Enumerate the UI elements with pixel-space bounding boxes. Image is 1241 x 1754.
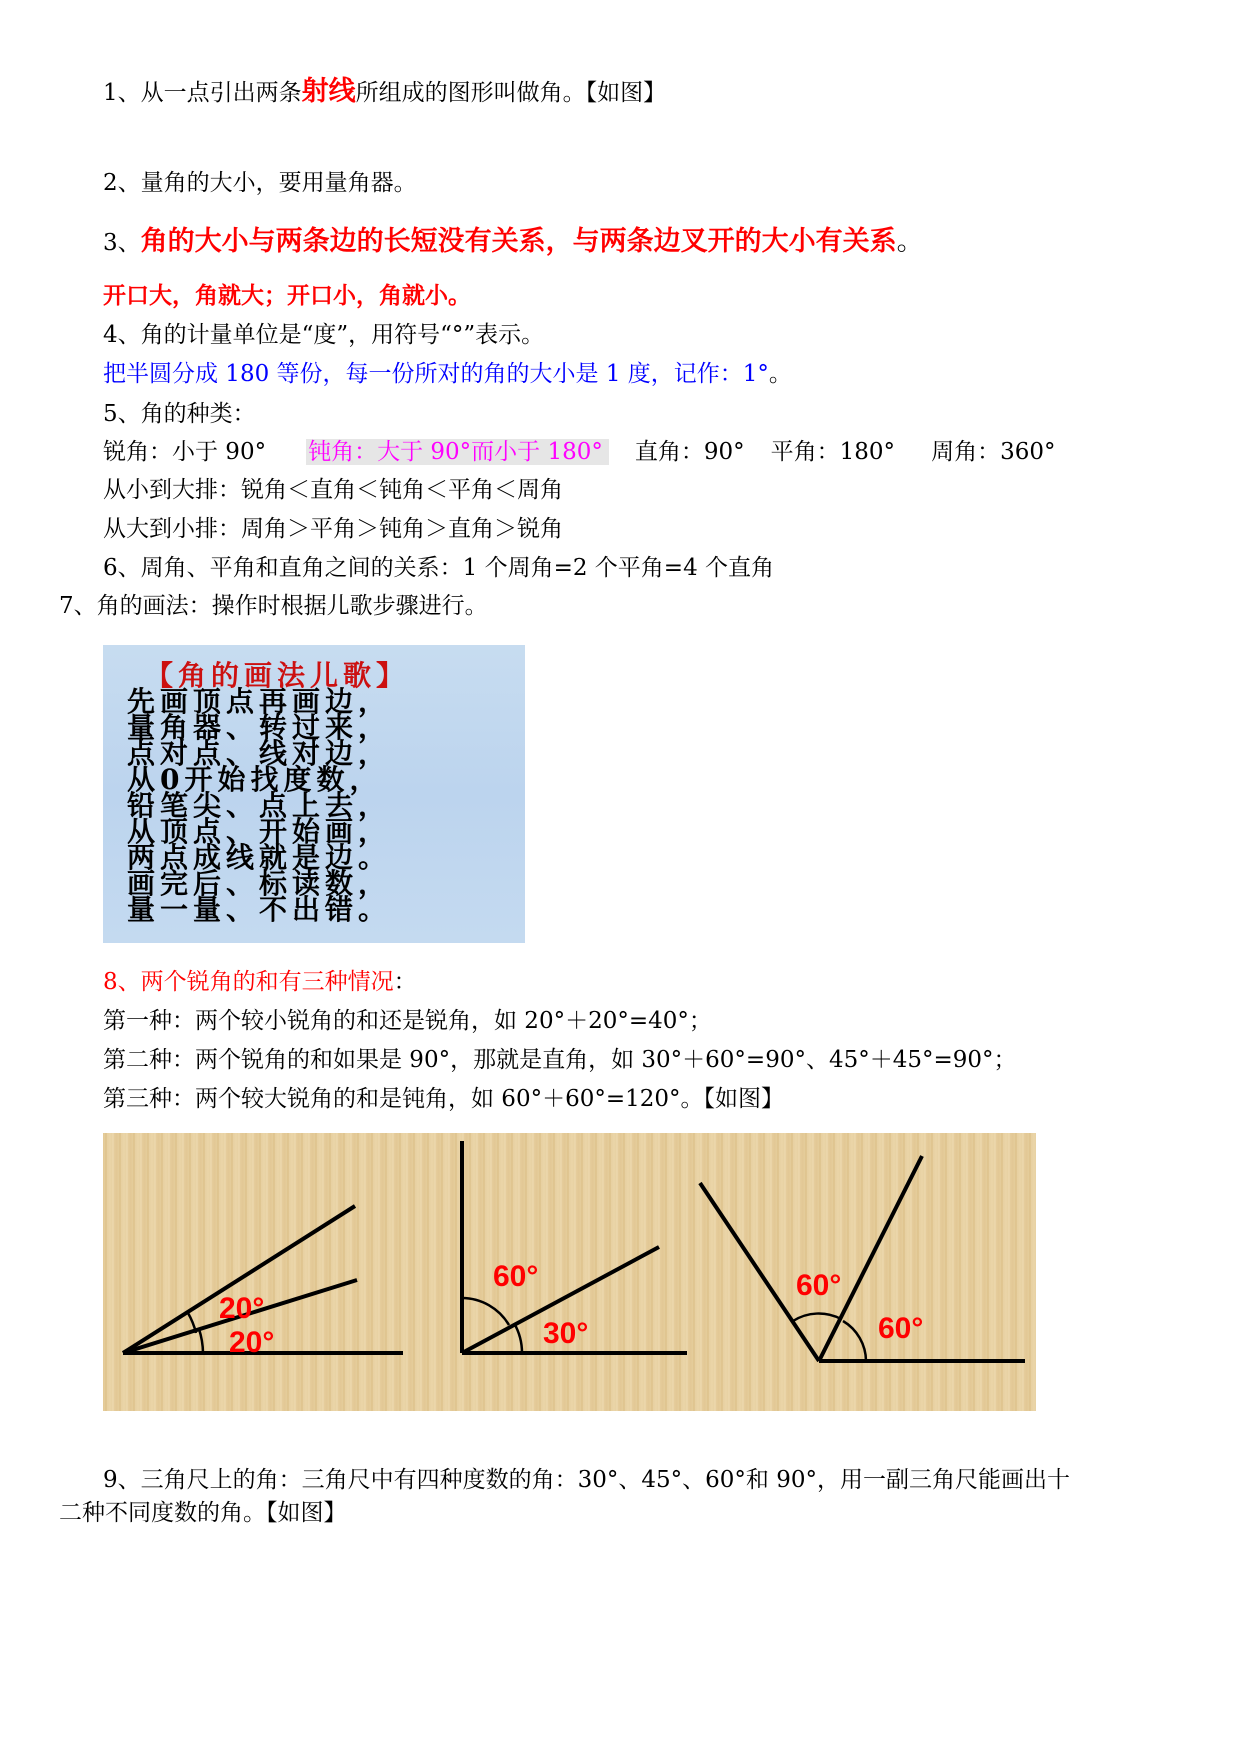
angle-kinds-row (103, 436, 1055, 468)
fig-label: 20° (229, 1326, 275, 1359)
drawing-poem-image (103, 645, 525, 943)
item-3: 3、角的大小与两条边的长短没有关系，与两条边叉开的大小有关系。 (103, 226, 924, 257)
item-7: 7、角的画法：操作时根据儿歌步骤进行。 (59, 593, 488, 619)
poem-line: 先画顶点再画边， (127, 685, 392, 718)
acute-angle: 锐角：小于 90° (103, 439, 267, 465)
case-2: 第二种：两个锐角的和如果是 90°，那就是直角，如 30°＋60°=90°、45°＋45°=90°； (103, 1047, 1017, 1073)
full-angle: 周角：360° (931, 439, 1056, 465)
poem-title: 【角的画法儿歌】 (145, 659, 410, 692)
fig-label: 30° (543, 1317, 589, 1350)
item-8: 8、两个锐角的和有三种情况： (103, 969, 417, 995)
item-4-note: 把半圆分成 180 等份，每一份所对的角的大小是 1 度，记作：1°。 (103, 361, 792, 387)
figure-background (103, 1133, 1036, 1411)
item-9-line-2: 二种不同度数的角。【如图】 (59, 1500, 347, 1526)
order-ascending: 从小到大排：锐角＜直角＜钝角＜平角＜周角 (103, 477, 563, 503)
case-3: 第三种：两个较大锐角的和是钝角，如 60°＋60°=120°。【如图】 (103, 1086, 785, 1112)
fig-label: 60° (796, 1269, 842, 1302)
case-1: 第一种：两个较小锐角的和还是锐角，如 20°＋20°=40°； (103, 1008, 712, 1034)
right-angle: 直角：90° (634, 439, 745, 465)
item-1: 1、从一点引出两条射线所组成的图形叫做角。【如图】 (103, 76, 667, 107)
poem-line: 点对点、线对边， (127, 737, 392, 770)
keyword-ray: 射线 (301, 76, 356, 107)
poem-line: 量一量、不出错。 (127, 893, 392, 926)
fig-label: 20° (219, 1292, 265, 1325)
poem-line: 从0开始找度数， (127, 763, 383, 796)
poem-line: 量角器、转过来， (127, 711, 392, 744)
item-6: 6、周角、平角和直角之间的关系：1 个周角=2 个平角=4 个直角 (103, 555, 775, 581)
item-5: 5、角的种类： (103, 401, 256, 427)
order-descending: 从大到小排：周角＞平角＞钝角＞直角＞锐角 (103, 516, 563, 542)
obtuse-angle: 钝角：大于 90°而小于 180° (306, 439, 609, 465)
poem-line: 铅笔尖、点上去， (127, 789, 392, 822)
poem-line: 从顶点、开始画， (127, 815, 392, 848)
straight-angle: 平角：180° (770, 439, 896, 465)
item-9-line-1: 9、三角尺上的角：三角尺中有四种度数的角：30°、45°、60°和 90°，用一副三角尺能画出十 (103, 1467, 1071, 1493)
item-2: 2、量角的大小，要用量角器。 (103, 170, 417, 196)
fig-label: 60° (493, 1260, 539, 1293)
fig-label: 60° (878, 1312, 924, 1345)
item-3-note: 开口大，角就大；开口小，角就小。 (103, 282, 471, 309)
poem-line: 两点成线就是边。 (127, 841, 392, 874)
item-4: 4、角的计量单位是“度”，用符号“°”表示。 (103, 322, 545, 348)
poem-line: 画完后、标读数， (127, 867, 392, 900)
angle-sum-figure (103, 1133, 1036, 1411)
